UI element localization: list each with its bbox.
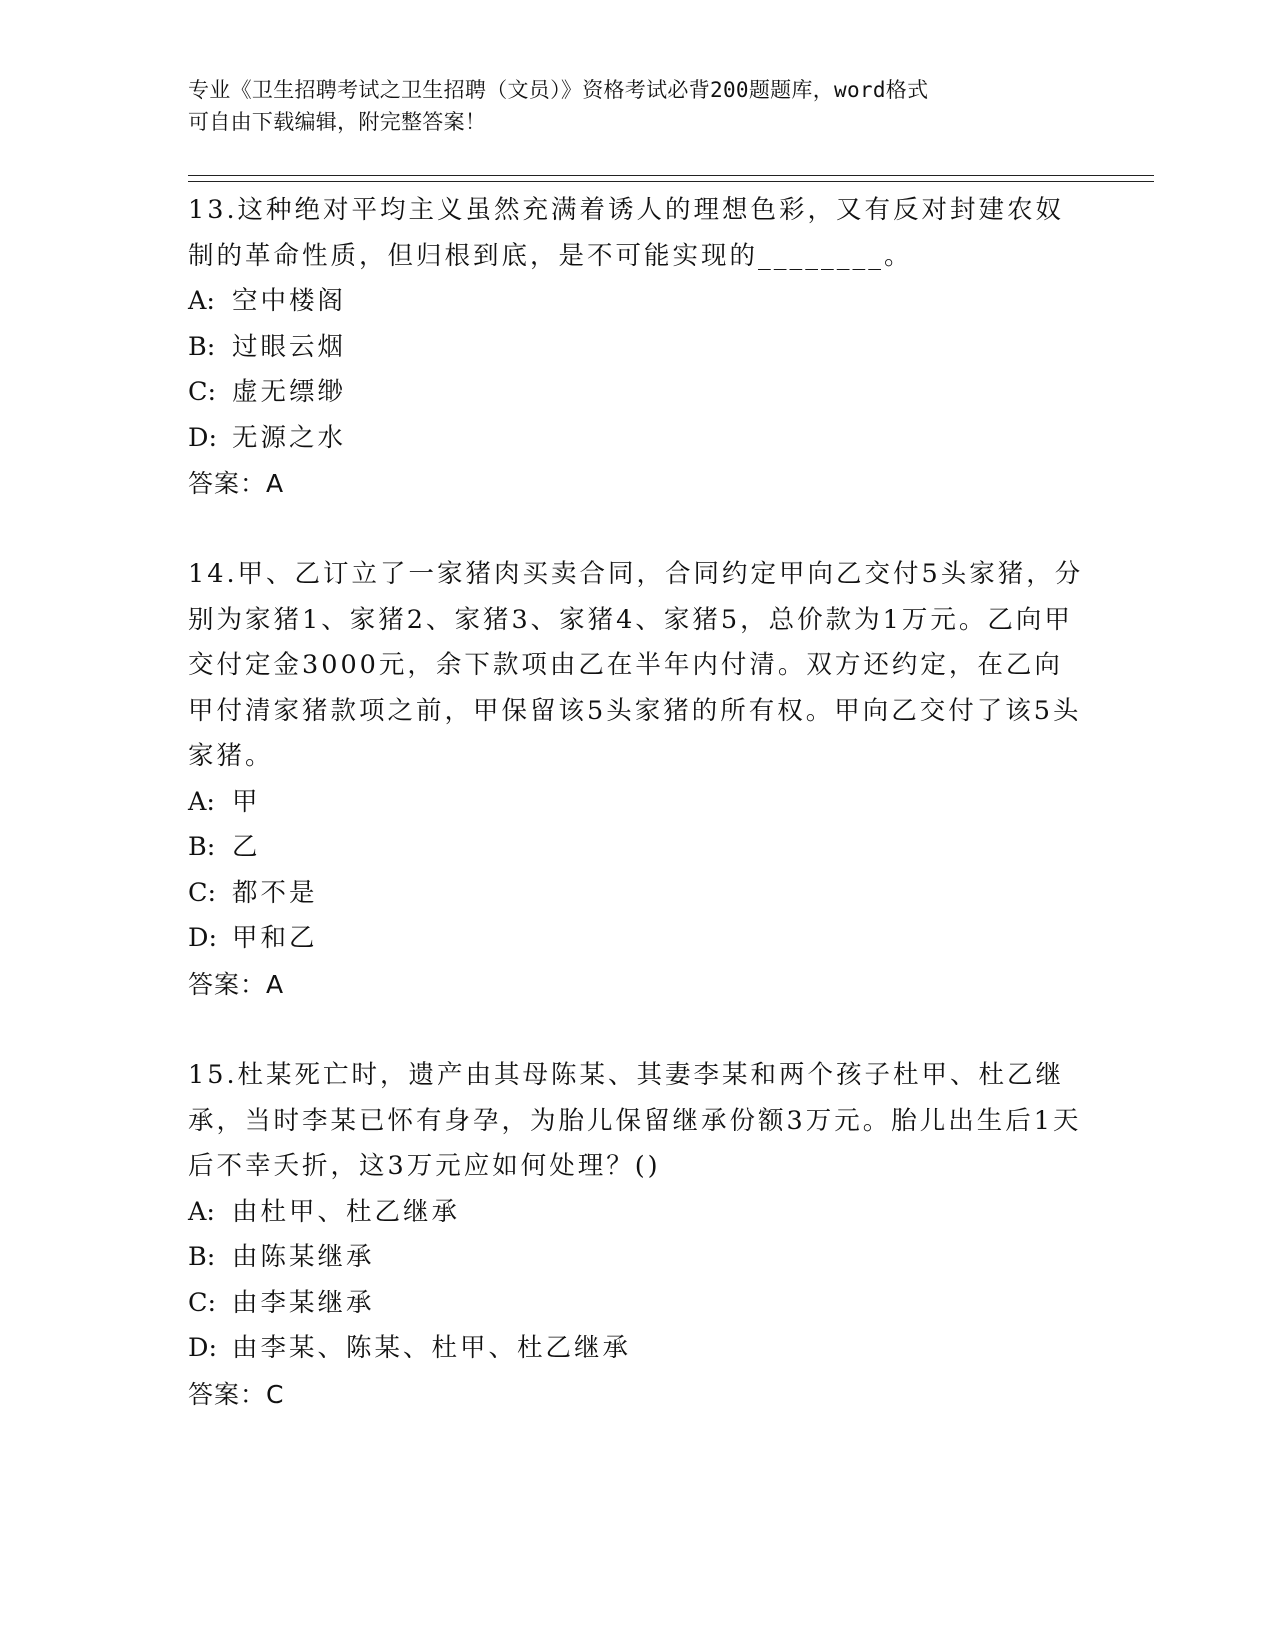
option-text: 由李某、陈某、杜甲、杜乙继承 bbox=[232, 1333, 632, 1363]
header-title-line: 专业《卫生招聘考试之卫生招聘（文员）》资格考试必背200题题库，word格式 bbox=[188, 78, 929, 102]
option-text: 无源之水 bbox=[232, 422, 347, 453]
answer-line: 答案：A bbox=[188, 969, 285, 999]
answer-line: 答案：C bbox=[188, 1379, 285, 1409]
option-c bbox=[188, 370, 1088, 416]
option-letter: B: bbox=[188, 331, 216, 362]
option-text: 乙 bbox=[232, 832, 261, 862]
option-text: 空中楼阁 bbox=[232, 286, 347, 316]
header-divider-bottom bbox=[188, 181, 1154, 182]
option-text: 过眼云烟 bbox=[232, 331, 347, 362]
option-a bbox=[188, 1190, 1088, 1236]
option-text: 甲和乙 bbox=[232, 923, 318, 953]
option-d bbox=[188, 1326, 1088, 1372]
option-c bbox=[188, 871, 1088, 917]
question-14 bbox=[188, 552, 1088, 1007]
header-divider-top bbox=[188, 175, 1154, 176]
option-letter: A: bbox=[188, 786, 216, 817]
answer-line: 答案：A bbox=[188, 469, 285, 498]
option-list bbox=[188, 1190, 1088, 1372]
option-letter: C: bbox=[188, 377, 217, 407]
option-letter: A: bbox=[188, 286, 216, 316]
option-list bbox=[188, 780, 1088, 962]
option-letter: D: bbox=[188, 923, 218, 953]
option-a bbox=[188, 780, 1088, 826]
question-15 bbox=[188, 1053, 1088, 1417]
question-stem: 15.杜某死亡时，遗产由其母陈某、其妻李某和两个孩子杜甲、杜乙继承，当时李某已怀有身孕，为胎儿保留继承份额3万元。胎儿出生后1天后不幸夭折，这3万元应如何处理？() bbox=[188, 1060, 1082, 1181]
option-c bbox=[188, 1281, 1088, 1327]
option-text: 甲 bbox=[232, 786, 261, 817]
option-b bbox=[188, 325, 1088, 371]
option-text: 由李某继承 bbox=[232, 1287, 375, 1318]
option-text: 都不是 bbox=[232, 877, 318, 908]
option-text: 虚无缥缈 bbox=[232, 377, 347, 407]
option-letter: A: bbox=[188, 1196, 216, 1227]
option-d bbox=[188, 416, 1088, 462]
option-letter: C: bbox=[188, 1287, 217, 1318]
option-a bbox=[188, 279, 1088, 325]
question-stem: 13.这种绝对平均主义虽然充满着诱人的理想色彩，又有反对封建农奴制的革命性质，但归根到底，是不可能实现的________。 bbox=[188, 195, 1065, 271]
option-letter: B: bbox=[188, 832, 216, 862]
question-13 bbox=[188, 188, 1088, 507]
header-subtitle-line: 可自由下载编辑，附完整答案！ bbox=[188, 110, 487, 134]
option-list bbox=[188, 279, 1088, 461]
option-b bbox=[188, 1235, 1088, 1281]
option-b bbox=[188, 825, 1088, 871]
question-stem: 14.甲、乙订立了一家猪肉买卖合同，合同约定甲向乙交付5头家猪，分别为家猪1、家猪2、家猪3、家猪4、家猪5，总价款为1万元。乙向甲交付定金3000元，余下款项由乙在半年内付清。双方还约定，在乙向甲付清家猪款项之前，甲保留该5头家猪的所有权。甲向乙交付了该5头家猪。 bbox=[188, 559, 1084, 771]
option-text: 由陈某继承 bbox=[232, 1242, 375, 1272]
option-letter: B: bbox=[188, 1242, 216, 1272]
option-d bbox=[188, 916, 1088, 962]
option-letter: D: bbox=[188, 1333, 218, 1363]
option-letter: C: bbox=[188, 877, 217, 908]
document-header bbox=[188, 74, 1088, 138]
option-letter: D: bbox=[188, 422, 218, 453]
option-text: 由杜甲、杜乙继承 bbox=[232, 1196, 461, 1227]
